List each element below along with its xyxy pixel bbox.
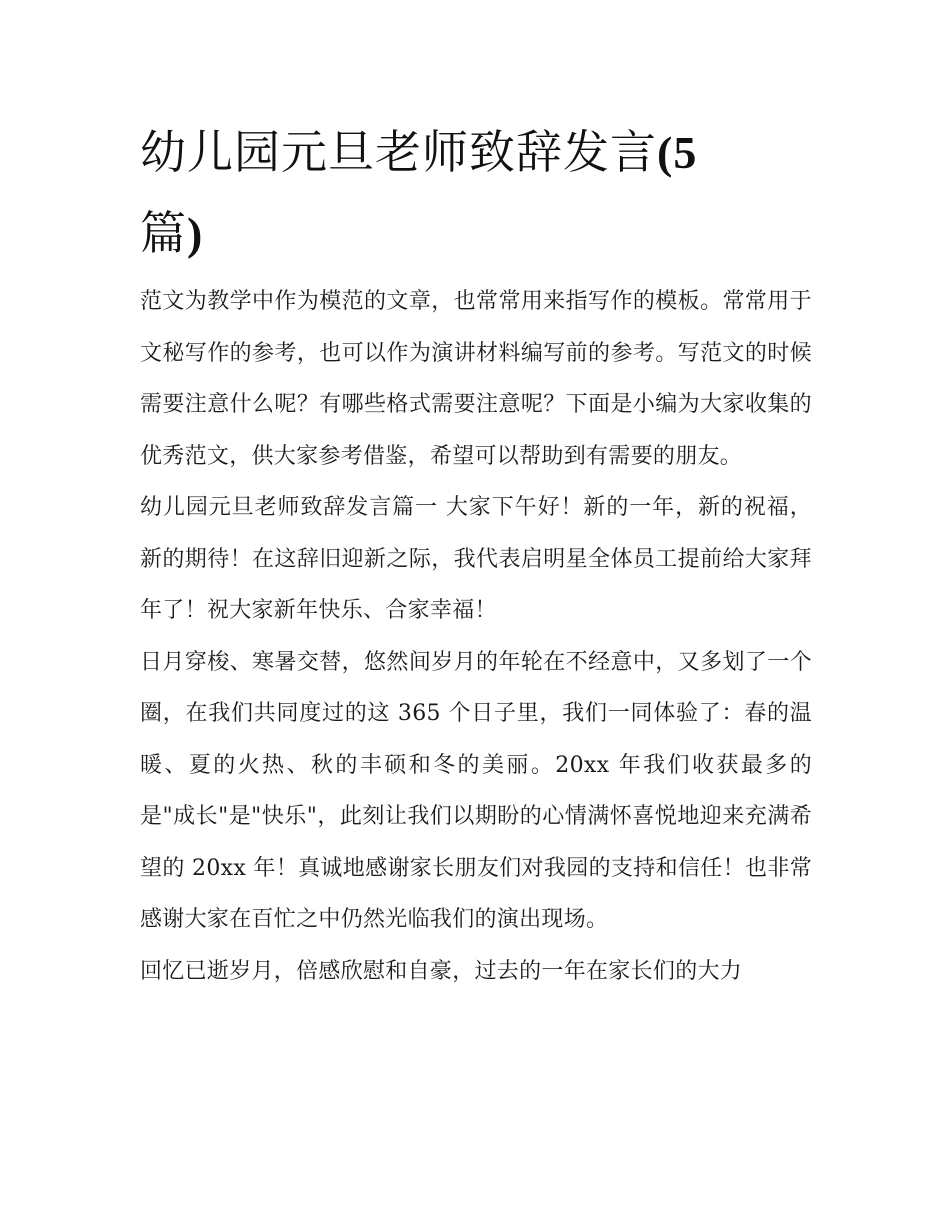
title-main-text: 幼儿园元旦老师致辞发言 <box>140 125 657 179</box>
title-line2-text: 篇 <box>140 206 187 260</box>
document-body <box>140 276 812 997</box>
title-suffix-text: (5 <box>657 127 698 178</box>
title-line2-suffix-text: ) <box>187 208 204 259</box>
paragraph-greeting: 幼儿园元旦老师致辞发言篇一 大家下午好！新的一年，新的祝福，新的期待！在这辞旧迎新之际，我代表启明星全体员工提前给大家拜年了！祝大家新年快乐、合家幸福！ <box>140 495 812 623</box>
page-title <box>140 112 750 274</box>
paragraph-intro: 范文为教学中作为模范的文章，也常常用来指写作的模板。常常用于文秘写作的参考，也可以作为演讲材料编写前的参考。写范文的时候需要注意什么呢？有哪些格式需要注意呢？下面是小编为大家收集的优秀范文，供大家参考借鉴，希望可以帮助到有需要的朋友。 <box>140 289 812 469</box>
paragraph-reflection: 回忆已逝岁月，倍感欣慰和自豪，过去的一年在家长们的大力 <box>140 958 743 984</box>
paragraph-year-review: 日月穿梭、寒暑交替，悠然间岁月的年轮在不经意中，又多划了一个圈，在我们共同度过的这 365 个日子里，我们一同体验了：春的温暖、夏的火热、秋的丰硕和冬的美丽。20xx 年我们收获最多的是"成长"是"快乐"，此刻让我们以期盼的心情满怀喜悦地迎来充满希望的 20xx 年！真诚地感谢家长朋友们对我园的支持和信任！也非常感谢大家在百忙之中仍然光临我们的演出现场。 <box>140 649 812 932</box>
